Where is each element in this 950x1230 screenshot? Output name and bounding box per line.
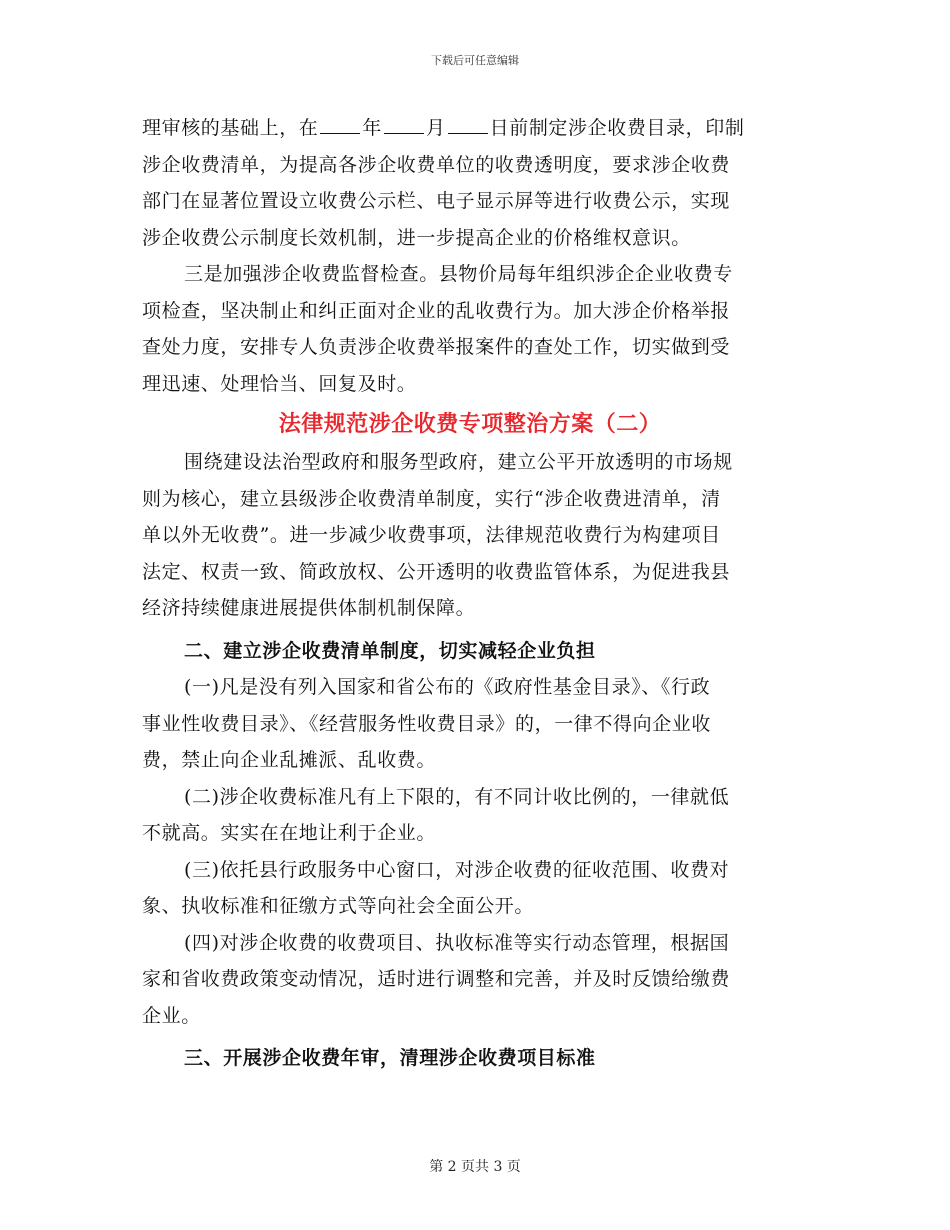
paragraph-line: 涉企收费清单，为提高各涉企收费单位的收费透明度，要求涉企收费 [142,153,731,176]
paragraph-line: 理迅速、处理恰当、回复及时。 [142,372,417,395]
fill-in-blank [448,132,488,134]
paragraph-line: 单以外无收费”。进一步减少收费事项，法律规范收费行为构建项目 [142,524,721,546]
section-title: 法律规范涉企收费专项整治方案（二） [278,411,662,437]
paragraph-line: (一)凡是没有列入国家和省公布的《政府性基金目录》、《行政 [184,676,711,698]
paragraph-line [142,110,798,147]
page-header-note: 下载后可任意编辑 [431,54,519,67]
paragraph-line: 部门在显著位置设立收费公示栏、电子显示屏等进行收费公示，实现 [142,190,731,212]
page-number-footer: 第 2 页共 3 页 [429,1159,521,1175]
text-span: 日前制定涉企收费目录，印制 [489,117,745,139]
paragraph-line: 家和省收费政策变动情况，适时进行调整和完善，并及时反馈给缴费 [142,968,731,990]
paragraph-line: 项检查，坚决制止和纠正面对企业的乱收费行为。加大涉企价格举报 [142,299,731,322]
paragraph-line: 则为核心，建立县级涉企收费清单制度，实行“涉企收费进清单，清 [142,487,721,510]
text-span: 理审核的基础上，在 [142,117,319,139]
text-span: 年 [362,117,383,139]
paragraph-line: 象、执收标准和征缴方式等向社会全面公开。 [142,895,535,917]
paragraph-line: 经济持续健康进展提供体制机制保障。 [142,597,476,619]
paragraph-line: 涉企收费公示制度长效机制，进一步提高企业的价格维权意识。 [142,226,691,249]
paragraph-line: 法定、权责一致、简政放权、公开透明的收费监管体系，为促进我县 [142,560,731,583]
paragraph-line: (四)对涉企收费的收费项目、执收标准等实行动态管理，根据国 [184,931,730,954]
paragraph-line: 查处力度，安排专人负责涉企收费举报案件的查处工作，切实做到受 [142,336,731,358]
paragraph-line: 事业性收费目录》、《经营服务性收费目录》的，一律不得向企业收 [142,712,712,735]
paragraph-line: 费，禁止向企业乱摊派、乱收费。 [142,749,437,771]
fill-in-blank [320,132,360,134]
document-body [142,110,798,1077]
paragraph-line: 围绕建设法治型政府和服务型政府，建立公平开放透明的市场规 [184,451,733,473]
section-heading: 三、开展涉企收费年审，清理涉企收费项目标准 [184,1047,596,1069]
paragraph-line: (二)涉企收费标准凡有上下限的，有不同计收比例的，一律就低 [184,785,730,808]
paragraph-line: 不就高。实实在在地让利于企业。 [142,822,437,844]
section-heading: 二、建立涉企收费清单制度，切实减轻企业负担 [184,639,596,662]
paragraph-line: 三是加强涉企收费监督检查。县物价局每年组织涉企企业收费专 [184,263,733,285]
paragraph-line: 企业。 [142,1004,201,1027]
text-span: 月 [426,117,446,139]
paragraph-line: (三)依托县行政服务中心窗口，对涉企收费的征收范围、收费对 [184,858,730,881]
fill-in-blank [384,132,424,134]
